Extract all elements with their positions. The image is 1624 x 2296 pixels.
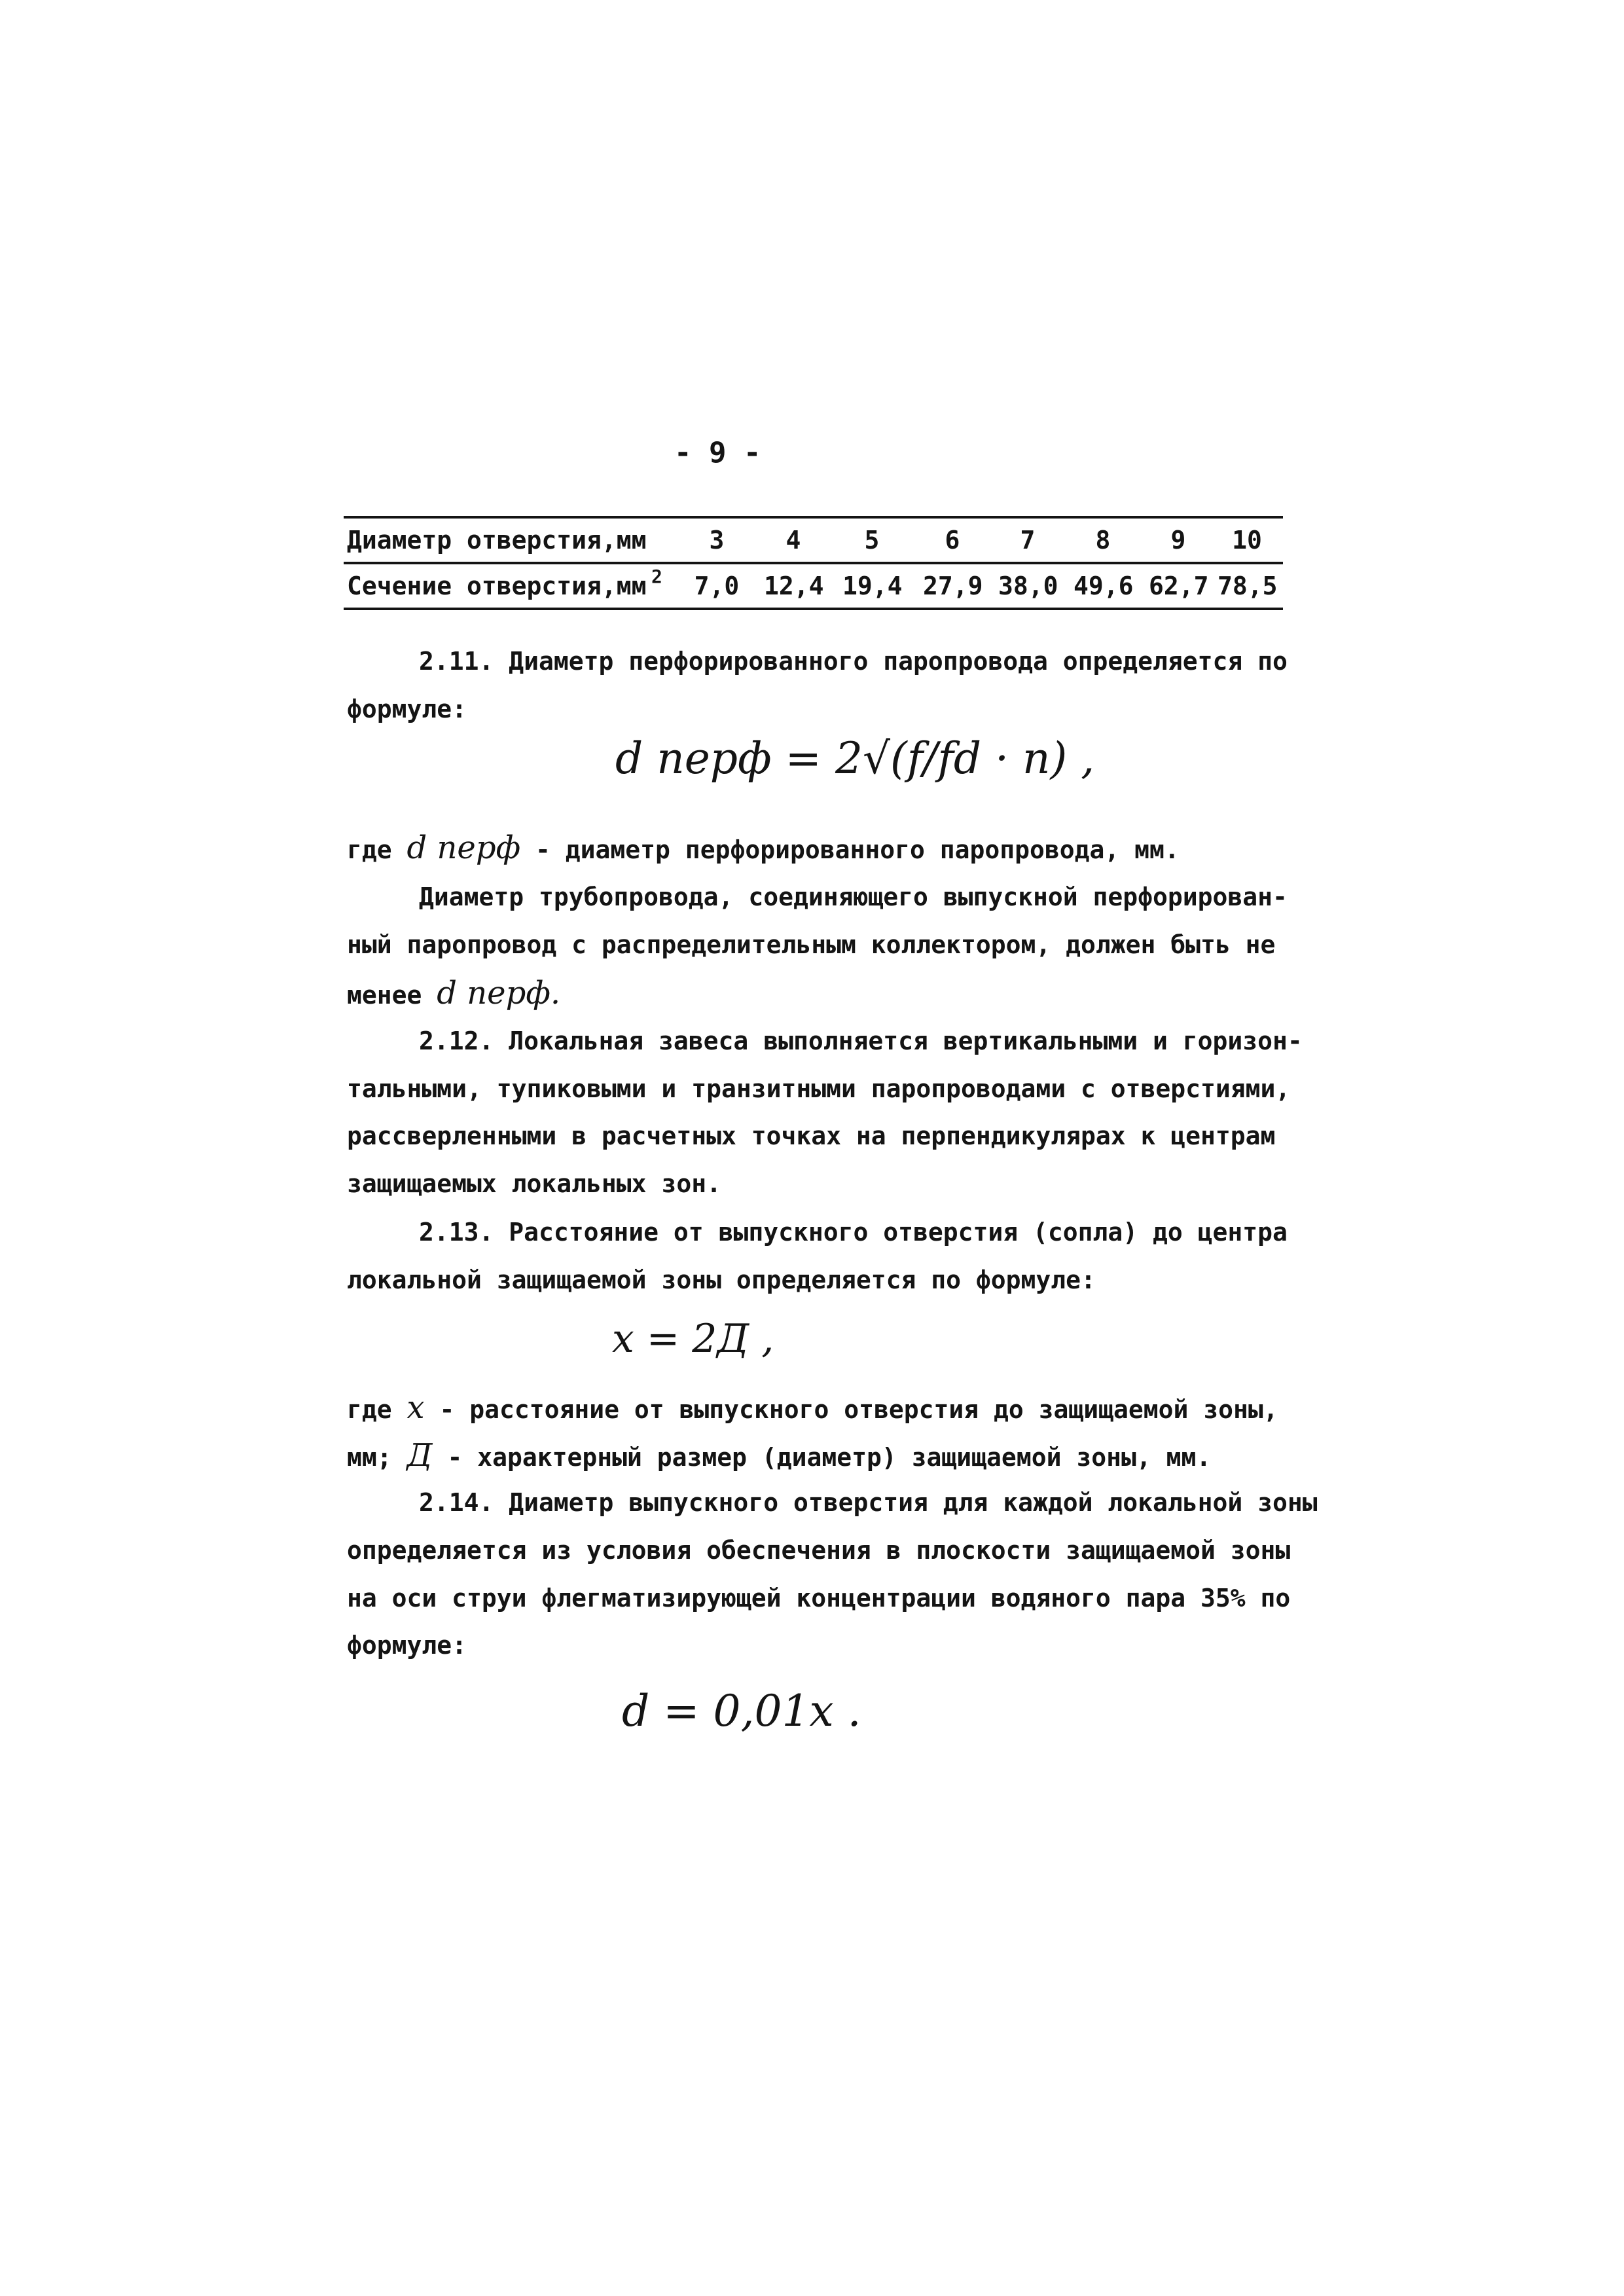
formula-symbol: d перф. [437,975,561,1011]
table-cell: 78,5 [1218,572,1278,600]
unit-superscript: 2 [651,566,662,587]
table-bottom-rule [344,608,1283,610]
row-label-diameter: Диаметр отверстия,мм [347,526,647,555]
where-text: - характерный размер (диаметр) защищаемой зоны, мм. [447,1443,1212,1472]
hole-table [344,516,1283,610]
table-cell: 49,6 [1074,572,1134,600]
paragraph-2-14-line: формуле: [347,1631,467,1660]
paragraph-2-14-line: 2.14. Диаметр выпускного отверстия для каждой локальной зоны [419,1488,1318,1517]
table-cell: 12,4 [764,572,824,600]
table-cell: 27,9 [923,572,983,600]
formula-d: d = 0,01x . [622,1686,861,1736]
table-cell: 10 [1232,526,1262,555]
formula-d-perf: d перф = 2√(f/fd · n) , [615,733,1095,784]
paragraph-2-11-line: формуле: [347,695,467,723]
table-cell: 7,0 [694,572,740,600]
where-line-D [347,1439,1211,1474]
table-cell: 19,4 [842,572,903,600]
where-line-d-perf [347,831,1180,866]
table-cell: 7 [1020,526,1036,555]
paragraph-2-11-line: Диаметр трубопровода, соединяющего выпускной перфорирован- [419,883,1288,911]
where-prefix: мм; [347,1443,392,1472]
table-row-section [344,564,1283,608]
paragraph-2-12-line: защищаемых локальных зон. [347,1169,721,1198]
paragraph-2-11-line: ный паропровод с распределительным коллектором, должен быть не [347,930,1276,959]
formula-symbol: d перф [406,829,521,866]
paragraph-2-12-line: 2.12. Локальная завеса выполняется вертикальными и горизон- [419,1027,1303,1055]
table-cell: 8 [1095,526,1111,555]
formula-x: x = 2Д , [612,1316,774,1362]
where-text: - расстояние от выпускного отверстия до защищаемой зоны, [439,1395,1278,1424]
table-row-diameter [344,519,1283,562]
table-cell: 6 [945,526,960,555]
formula-symbol: x [406,1389,425,1426]
table-cell: 4 [785,526,801,555]
table-cell: 9 [1170,526,1186,555]
paragraph-2-13-line: локальной защищаемой зоны определяется по формуле: [347,1266,1096,1294]
paragraph-2-11-line: 2.11. Диаметр перфорированного паропровода определяется по [419,647,1288,676]
table-cell: 38,0 [998,572,1058,600]
paragraph-2-13-line: 2.13. Расстояние от выпускного отверстия (сопла) до центра [419,1218,1288,1247]
table-cell: 3 [709,526,725,555]
paragraph-2-12-line: рассверленными в расчетных точках на перпендикулярах к центрам [347,1121,1276,1150]
paragraph-2-12-line: тальными, тупиковыми и транзитными паропроводами с отверстиями, [347,1074,1291,1103]
page-number: - 9 - [674,436,761,469]
row-label-section: Сечение отверстия,мм [347,572,647,600]
where-text: - диаметр перфорированного паропровода, мм. [535,835,1180,864]
table-cell: 62,7 [1149,572,1209,600]
line-prefix: менее [347,981,422,1010]
paragraph-2-14-line: на оси струи флегматизирующей концентрации водяного пара 35% по [347,1584,1291,1613]
where-prefix: где [347,835,392,864]
where-prefix: где [347,1395,392,1424]
where-line-x [347,1391,1278,1426]
paragraph-2-14-line: определяется из условия обеспечения в плоскости защищаемой зоны [347,1536,1291,1565]
table-cell: 5 [864,526,880,555]
formula-symbol: Д [406,1437,433,1474]
paragraph-2-11-line [347,977,560,1011]
